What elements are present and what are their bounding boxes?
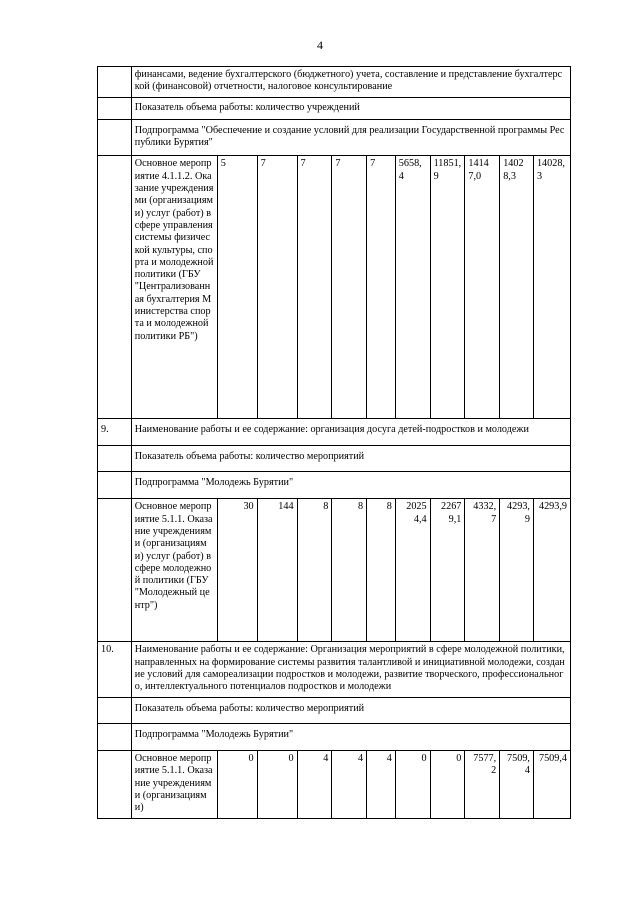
subprogram: Подпрограмма "Обеспечение и создание условий для реализации Государственной программы Республики Бурятия" — [131, 119, 570, 156]
value-cell: 4332,7 — [465, 499, 500, 642]
row-number — [98, 751, 132, 818]
measure-description: Основное мероприятие 5.1.1. Оказание учреждениями (организациями) — [131, 751, 217, 818]
value-cell: 14028,3 — [533, 156, 570, 419]
value-cell: 11851,9 — [430, 156, 465, 419]
row-number — [98, 156, 132, 419]
row-number — [98, 67, 132, 98]
subprogram: Подпрограмма "Молодежь Бурятии" — [131, 723, 570, 750]
row-number — [98, 723, 132, 750]
table-row — [98, 156, 571, 419]
table-row — [98, 445, 571, 471]
table-row — [98, 472, 571, 499]
row-number — [98, 499, 132, 642]
measure-description: Основное мероприятие 5.1.1. Оказание учреждениями (организациями) услуг (работ) в сфере молодежной политики (ГБУ "Молодежный центр") — [131, 499, 217, 642]
value-cell: 7 — [332, 156, 367, 419]
value-cell: 14028,3 — [500, 156, 534, 419]
value-cell: 0 — [217, 751, 257, 818]
value-cell: 0 — [430, 751, 465, 818]
table-row — [98, 723, 571, 750]
value-cell: 7509,4 — [533, 751, 570, 818]
value-cell: 7 — [367, 156, 396, 419]
value-cell: 7 — [257, 156, 297, 419]
value-cell: 5 — [217, 156, 257, 419]
value-cell: 8 — [332, 499, 367, 642]
indicator: Показатель объема работы: количество учреждений — [131, 97, 570, 119]
row-number — [98, 472, 132, 499]
value-cell: 7 — [297, 156, 332, 419]
page-number: 4 — [317, 38, 323, 52]
table-row — [98, 499, 571, 642]
row-number: 9. — [98, 419, 132, 445]
row-number — [98, 697, 132, 723]
value-cell: 7577,2 — [465, 751, 500, 818]
work-title: Наименование работы и ее содержание: организация досуга детей-подростков и молодежи — [131, 419, 570, 445]
row-number — [98, 97, 132, 119]
row-number — [98, 119, 132, 156]
value-cell: 4293,9 — [500, 499, 534, 642]
program-table — [97, 66, 571, 819]
table-row — [98, 751, 571, 818]
work-title: Наименование работы и ее содержание: Организация мероприятий в сфере молодежной политики, направленных на формирование системы развития талантливой и инициативной молодежи, создание условий для самореализации подростков и молодежи, развитие творческого, профессионального, интеллектуального потенциалов подростков и молодежи — [131, 642, 570, 697]
value-cell: 20254,4 — [395, 499, 430, 642]
value-cell: 22679,1 — [430, 499, 465, 642]
value-cell: 144 — [257, 499, 297, 642]
table-row — [98, 119, 571, 156]
value-cell: 4 — [297, 751, 332, 818]
table-row — [98, 642, 571, 697]
subprogram: Подпрограмма "Молодежь Бурятии" — [131, 472, 570, 499]
measure-description: Основное мероприятие 4.1.1.2. Оказание учреждениями (организациями) услуг (работ) в сфере управления системы физической культуры, спорта и молодежной политики (ГБУ "Централизованная бухгалтерия Министерства спорта и молодежной политики РБ") — [131, 156, 217, 419]
row-number: 10. — [98, 642, 132, 697]
value-cell: 8 — [297, 499, 332, 642]
value-cell: 4 — [332, 751, 367, 818]
value-cell: 30 — [217, 499, 257, 642]
table-row — [98, 697, 571, 723]
row-number — [98, 445, 132, 471]
indicator: Показатель объема работы: количество мероприятий — [131, 697, 570, 723]
work-description: финансами, ведение бухгалтерского (бюджетного) учета, составление и представление бухгалтерской (финансовой) отчетности, налоговое консультирование — [131, 67, 570, 98]
table-row — [98, 97, 571, 119]
value-cell: 14147,0 — [465, 156, 500, 419]
value-cell: 7509,4 — [500, 751, 534, 818]
value-cell: 5658,4 — [395, 156, 430, 419]
indicator: Показатель объема работы: количество мероприятий — [131, 445, 570, 471]
value-cell: 4 — [367, 751, 396, 818]
value-cell: 4293,9 — [533, 499, 570, 642]
table-row — [98, 67, 571, 98]
value-cell: 0 — [395, 751, 430, 818]
value-cell: 0 — [257, 751, 297, 818]
table-row — [98, 419, 571, 445]
value-cell: 8 — [367, 499, 396, 642]
